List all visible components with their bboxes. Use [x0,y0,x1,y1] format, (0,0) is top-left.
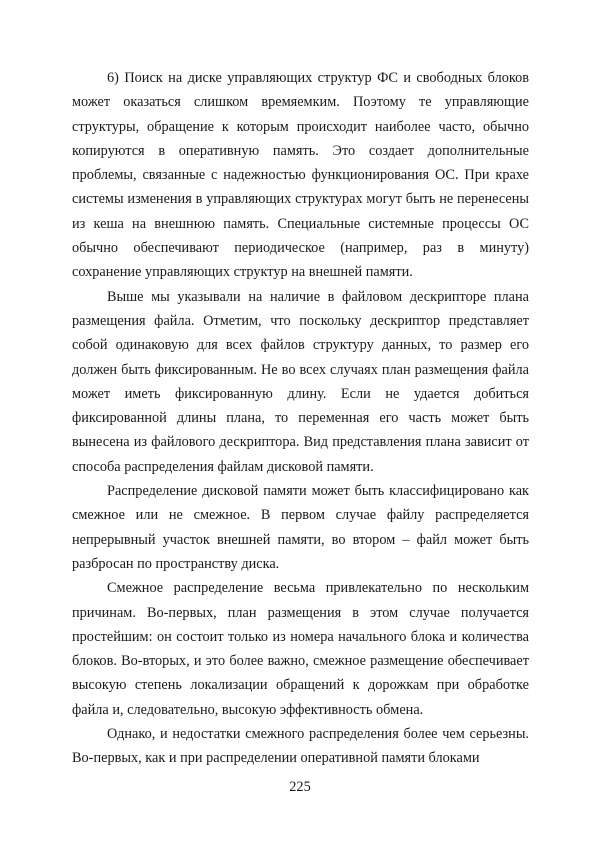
paragraph-4: Смежное распределение весьма привлекательно по нескольким причинам. Во-первых, план размещения в этом случае получается простейшим: он состоит только из номера начального блока и количества блоков. Во-вторых, и это более важно, смежное размещение обеспечивает высокую степень локализации обращений к дорожкам при обработке файла и, следовательно, высокую эффективность обмена. [72,580,529,718]
paragraph-3: Распределение дисковой памяти может быть классифицировано как смежное или не смежное. В первом случае файлу распределяется непрерывный участок внешней памяти, во втором – файл может быть разбросан по пространству диска. [72,483,529,572]
page-number: 225 [289,779,311,795]
paragraph-5: Однако, и недостатки смежного распределения более чем серьезны. Во-первых, как и при распределении оперативной памяти блоками [72,726,529,767]
text-body [72,66,529,771]
paragraph-1: 6) Поиск на диске управляющих структур ФС и свободных блоков может оказаться слишком времяемким. Поэтому те управляющие структуры, обращение к которым происходит наиболее часто, обычно копируются в оперативную память. Это создает дополнительные проблемы, связанные с надежностью функционирования ОС. При крахе системы изменения в управляющих структурах могут быть не перенесены из кеша на внешнюю память. Специальные системные процессы ОС обычно обеспечивают периодическое (например, раз в минуту) сохранение управляющих структур на внешней памяти. [72,70,529,281]
paragraph-2: Выше мы указывали на наличие в файловом дескрипторе плана размещения файла. Отметим, что поскольку дескриптор представляет собой одинаковую для всех файлов структуру данных, то размер его должен быть фиксированным. Не во всех случаях план размещения файла может иметь фиксированную длину. Если не удается добиться фиксированной длины плана, то переменная его часть может быть вынесена из файлового дескриптора. Вид представления плана зависит от способа распределения файлам дисковой памяти. [72,288,529,475]
